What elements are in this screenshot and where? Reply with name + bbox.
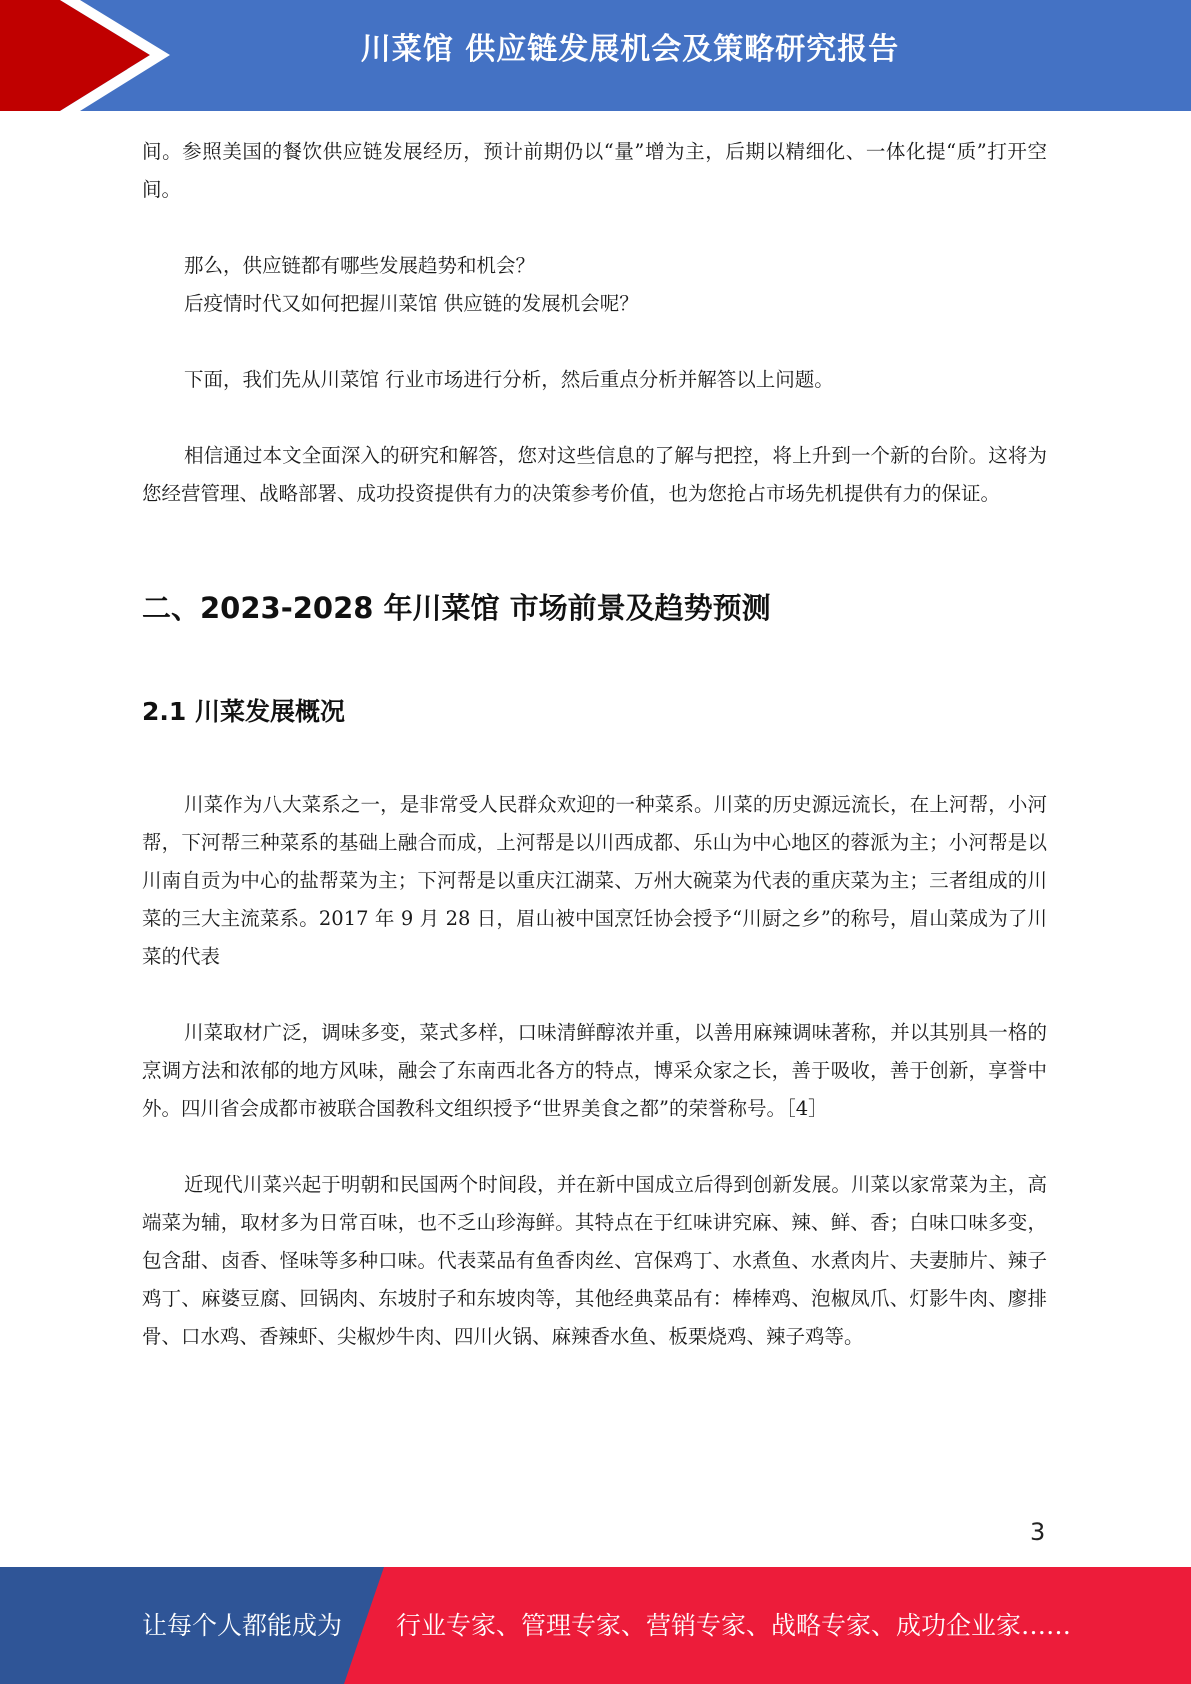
question-line: 后疫情时代又如何把握川菜馆 供应链的发展机会呢？: [184, 292, 639, 315]
intro-paragraph: 间。参照美国的餐饮供应链发展经历，预计前期仍以“量”增为主，后期以精细化、一体化提“质”打开空间。: [142, 140, 1047, 201]
intro-section: [142, 133, 1047, 513]
subsection-heading: 2.1 川菜发展概况: [142, 697, 345, 726]
question-line: 那么，供应链都有哪些发展趋势和机会？: [184, 254, 536, 277]
page-number: 3: [1030, 1518, 1046, 1546]
footer-slogan-left: 让每个人都能成为: [142, 1611, 343, 1640]
intro-paragraph: 下面，我们先从川菜馆 行业市场进行分析，然后重点分析并解答以上问题。: [184, 368, 834, 391]
section-body: [142, 786, 1047, 1356]
body-paragraph: 近现代川菜兴起于明朝和民国两个时间段，并在新中国成立后得到创新发展。川菜以家常菜为主，高端菜为辅，取材多为日常百味，也不乏山珍海鲜。其特点在于红味讲究麻、辣、鲜、香；白味口味多变，包含甜、卤香、怪味等多种口味。代表菜品有鱼香肉丝、宫保鸡丁、水煮鱼、水煮肉片、夫妻肺片、辣子鸡丁、麻婆豆腐、回锅肉、东坡肘子和东坡肉等，其他经典菜品有：棒棒鸡、泡椒凤爪、灯影牛肉、廖排骨、口水鸡、香辣虾、尖椒炒牛肉、四川火锅、麻辣香水鱼、板栗烧鸡、辣子鸡等。: [142, 1173, 1047, 1348]
body-paragraph: 川菜取材广泛，调味多变，菜式多样，口味清鲜醇浓并重，以善用麻辣调味著称，并以其别具一格的烹调方法和浓郁的地方风味，融会了东南西北各方的特点，博采众家之长，善于吸收，善于创新，享誉中外。四川省会成都市被联合国教科文组织授予“世界美食之都”的荣誉称号。［4］: [142, 1021, 1047, 1120]
header-banner: [0, 0, 1191, 111]
footer-banner: [0, 1567, 1191, 1684]
report-title: 川菜馆 供应链发展机会及策略研究报告: [360, 32, 900, 67]
intro-paragraph: 相信通过本文全面深入的研究和解答，您对这些信息的了解与把控，将上升到一个新的台阶。这将为您经营管理、战略部署、成功投资提供有力的决策参考价值，也为您抢占市场先机提供有力的保证。: [142, 444, 1047, 505]
section-heading: 二、2023-2028 年川菜馆 市场前景及趋势预测: [142, 591, 771, 625]
footer-slogan-right: 行业专家、管理专家、营销专家、战略专家、成功企业家……: [396, 1611, 1072, 1640]
body-paragraph: 川菜作为八大菜系之一，是非常受人民群众欢迎的一种菜系。川菜的历史源远流长，在上河帮，小河帮，下河帮三种菜系的基础上融合而成，上河帮是以川西成都、乐山为中心地区的蓉派为主；小河帮是以川南自贡为中心的盐帮菜为主；下河帮是以重庆江湖菜、万州大碗菜为代表的重庆菜为主；三者组成的川菜的三大主流菜系。2017 年 9 月 28 日，眉山被中国烹饪协会授予“川厨之乡”的称号，眉山菜成为了川菜的代表: [142, 793, 1047, 968]
